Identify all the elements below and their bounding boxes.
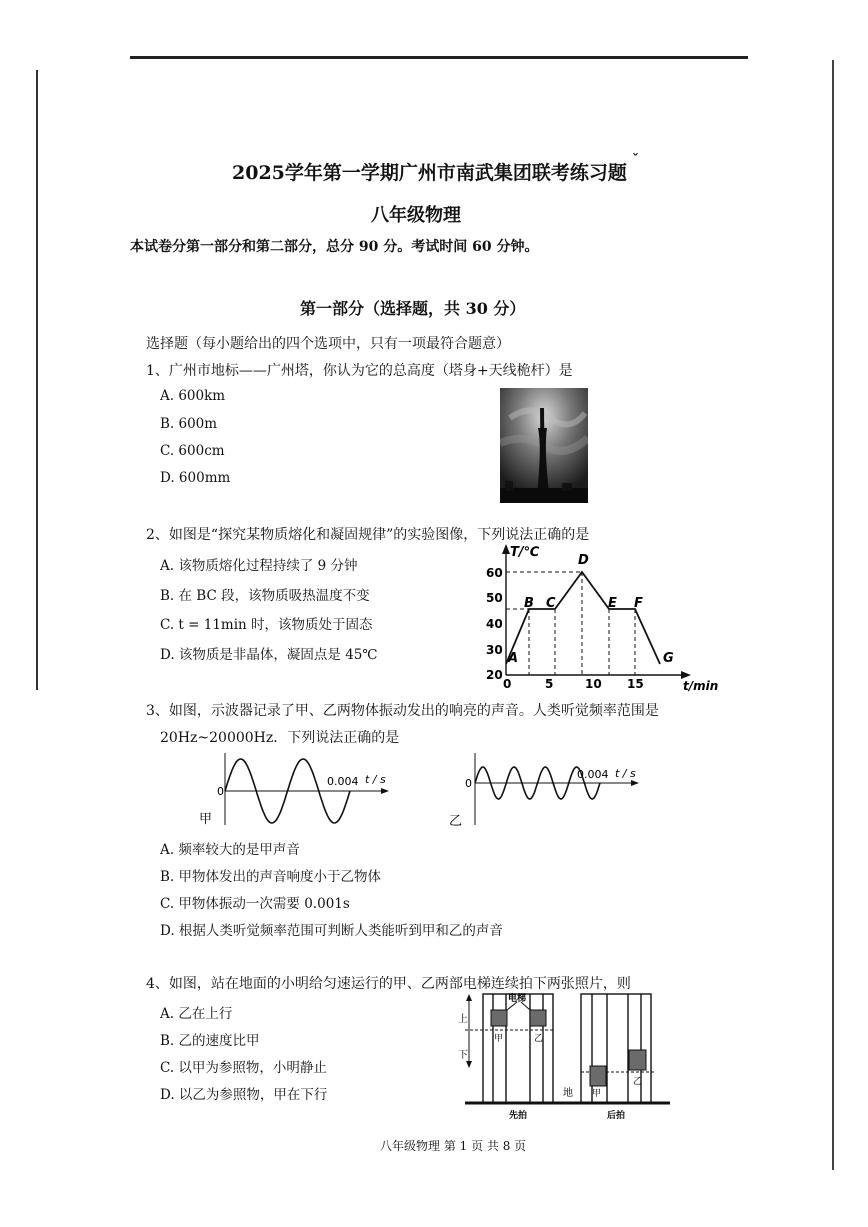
waveform-a — [195, 745, 395, 830]
waveform-a-label: 甲 — [199, 812, 213, 827]
q4-stem: 4、如图，站在地面的小明给匀速运行的甲、乙两部电梯连续拍下两张照片，则 — [146, 976, 631, 992]
graph-y-tick: 30 — [486, 643, 503, 657]
graph-y-tick: 20 — [486, 668, 503, 682]
q4-option-c: C. 以甲为参照物，小明静止 — [160, 1060, 327, 1076]
graph-y-tick: 40 — [486, 617, 503, 631]
q2-option-c: C. t = 11min 时，该物质处于固态 — [160, 617, 373, 633]
q1-stem: 1、广州市地标——广州塔，你认为它的总高度（塔身+天线桅杆）是 — [146, 363, 573, 379]
part1-instruction: 选择题（每小题给出的四个选项中，只有一项最符合题意） — [146, 336, 510, 352]
q2-option-b: B. 在 BC 段，该物质吸热温度不变 — [160, 588, 370, 604]
canton-tower-photo — [500, 388, 588, 503]
waveform-b-time-mark: 0.004 — [577, 768, 609, 781]
waveform-b-origin: 0 — [465, 777, 472, 790]
graph-y-tick: 60 — [486, 566, 503, 580]
waveform-a-axis-label: t / s — [365, 773, 386, 786]
graph-y-tick: 50 — [486, 591, 503, 605]
q4-option-d: D. 以乙为参照物，甲在下行 — [160, 1087, 328, 1103]
graph-x-tick: 0 — [503, 677, 512, 691]
exam-intro: 本试卷分第一部分和第二部分，总分 90 分。考试时间 60 分钟。 — [130, 239, 539, 255]
q3-option-b: B. 甲物体发出的声音响度小于乙物体 — [160, 869, 382, 885]
graph-point-label: F — [634, 596, 643, 611]
waveform-a-origin: 0 — [217, 785, 224, 798]
part1-title: 第一部分（选择题，共 30 分） — [300, 299, 526, 318]
q3-stem-line2: 20Hz~20000Hz．下列说法正确的是 — [160, 730, 400, 746]
ground-label: 地 — [563, 1088, 573, 1099]
top-scan-line — [130, 56, 748, 59]
q1-option-c: C. 600cm — [160, 443, 225, 459]
graph-point-label: D — [578, 553, 589, 568]
graph-point-label: A — [508, 651, 519, 666]
left-scan-line — [36, 70, 38, 690]
q3-option-a: A. 频率较大的是甲声音 — [160, 842, 300, 858]
exam-title: 2025学年第一学期广州市南武集团联考练习题 — [232, 162, 627, 184]
waveform-a-time-mark: 0.004 — [327, 775, 359, 788]
subject-title: 八年级物理 — [371, 205, 461, 226]
graph-point-label: C — [546, 596, 556, 611]
q4-option-a: A. 乙在上行 — [160, 1006, 233, 1022]
second-elevator-a-label: 甲 — [592, 1089, 602, 1099]
q3-option-d: D. 根据人类听觉频率范围可判断人类能听到甲和乙的声音 — [160, 923, 503, 939]
q2-option-a: A. 该物质熔化过程持续了 9 分钟 — [160, 558, 358, 574]
second-elevator-b-label: 乙 — [633, 1077, 643, 1087]
q1-option-b: B. 600m — [160, 416, 218, 432]
q2-option-d: D. 该物质是非晶体，凝固点是 45℃ — [160, 647, 378, 663]
second-photo-caption: 后拍 — [607, 1111, 626, 1121]
page-footer: 八年级物理 第 1 页 共 8 页 — [380, 1139, 527, 1153]
q4-option-b: B. 乙的速度比甲 — [160, 1033, 260, 1049]
elevator-label: 电梯 — [508, 994, 527, 1004]
graph-point-label: B — [524, 596, 534, 611]
first-photo-caption: 先拍 — [509, 1111, 528, 1121]
title-mark: ˇ — [632, 152, 639, 168]
right-scan-line — [832, 60, 834, 1170]
graph-x-axis-label: t/min — [683, 679, 719, 692]
graph-x-tick: 5 — [545, 677, 554, 691]
graph-y-axis-label: T/℃ — [510, 545, 540, 560]
graph-x-tick: 15 — [627, 677, 644, 691]
graph-x-tick: 10 — [585, 677, 602, 691]
graph-point-label: G — [663, 651, 674, 666]
q3-option-c: C. 甲物体振动一次需要 0.001s — [160, 896, 350, 912]
first-elevator-a-label: 甲 — [494, 1034, 504, 1044]
q1-option-d: D. 600mm — [160, 470, 231, 486]
first-elevator-b-label: 乙 — [534, 1034, 544, 1044]
q3-stem-line1: 3、如图，示波器记录了甲、乙两物体振动发出的响亮的声音。人类听觉频率范围是 — [146, 703, 659, 719]
waveform-b-axis-label: t / s — [615, 767, 636, 780]
melting-curve-graph — [480, 540, 720, 692]
q1-option-a: A. 600km — [160, 388, 226, 404]
up-label: 上 — [458, 1014, 468, 1025]
q2-stem: 2、如图是“探究某物质熔化和凝固规律”的实验图像，下列说法正确的是 — [146, 527, 590, 543]
waveform-b — [445, 745, 645, 830]
waveform-b-label: 乙 — [449, 814, 463, 829]
graph-point-label: E — [608, 596, 617, 611]
down-label: 下 — [458, 1050, 468, 1061]
elevator-figure — [455, 988, 675, 1123]
